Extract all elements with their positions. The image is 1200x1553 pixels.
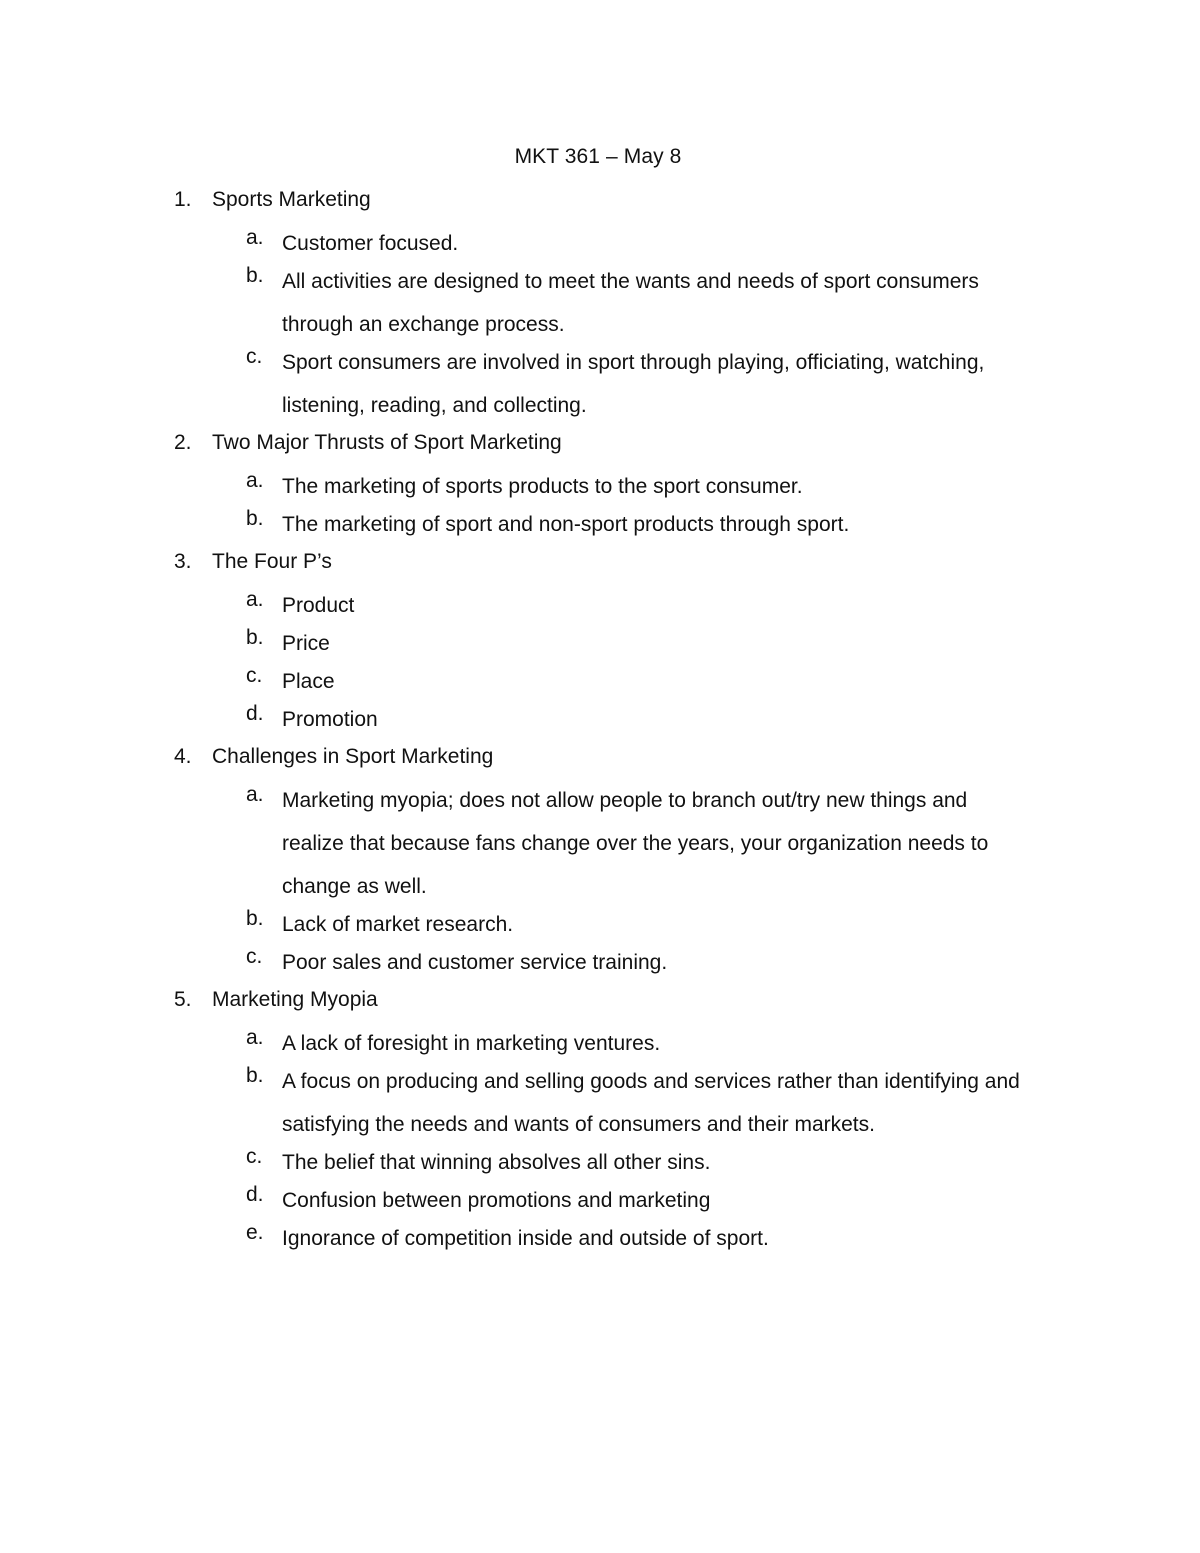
list-item-text: Ignorance of competition inside and outside of sport. [282, 1227, 769, 1250]
list-item-letter: c. [246, 945, 263, 968]
list-item-letter: b. [246, 907, 264, 930]
list-item-text: Promotion [282, 708, 378, 731]
list-item-text: A lack of foresight in marketing ventures. [282, 1032, 661, 1055]
list-item [0, 260, 1200, 346]
list-item [0, 941, 1200, 984]
list-item [0, 222, 1200, 265]
list-item [0, 1179, 1200, 1222]
list-item-text: Poor sales and customer service training. [282, 951, 668, 974]
section-heading [0, 546, 1200, 589]
list-item-letter: a. [246, 588, 264, 611]
section-title: Marketing Myopia [212, 988, 378, 1011]
list-item-text: The marketing of sports products to the sport consumer. [282, 475, 803, 498]
section-number: 4. [174, 745, 192, 768]
section-heading [0, 984, 1200, 1027]
list-item-text: Product [282, 594, 355, 617]
outline-section-5 [0, 984, 1200, 1260]
section-heading [0, 741, 1200, 784]
outline-section-1 [0, 184, 1200, 427]
list-item [0, 503, 1200, 546]
list-item [0, 465, 1200, 508]
list-item-letter: d. [246, 1183, 264, 1206]
list-item-letter: b. [246, 264, 264, 287]
list-item-letter: c. [246, 664, 263, 687]
list-item-letter: b. [246, 507, 264, 530]
list-item-letter: b. [246, 626, 264, 649]
document-title: MKT 361 – May 8 [514, 145, 682, 168]
list-item [0, 903, 1200, 946]
section-title: Two Major Thrusts of Sport Marketing [212, 431, 562, 454]
list-item-text: Price [282, 632, 330, 655]
list-item-text: The belief that winning absolves all other sins. [282, 1151, 711, 1174]
list-item-text: Marketing myopia; does not allow people to branch out/try new things and realize that because fans change over the years, your organization needs to change as well. [282, 789, 989, 898]
list-item-text: A focus on producing and selling goods and services rather than identifying and satisfying the needs and wants of consumers and their markets. [282, 1070, 1020, 1136]
list-item [0, 1022, 1200, 1065]
list-item-text: Customer focused. [282, 232, 459, 255]
list-item [0, 341, 1200, 427]
list-item [0, 698, 1200, 741]
list-item [0, 1217, 1200, 1260]
list-item-letter: a. [246, 469, 264, 492]
section-heading [0, 184, 1200, 227]
list-item-text: Confusion between promotions and marketing [282, 1189, 711, 1212]
list-item-letter: a. [246, 1026, 264, 1049]
list-item-text: The marketing of sport and non-sport products through sport. [282, 513, 850, 536]
list-item-text: Sport consumers are involved in sport through playing, officiating, watching, listening, reading, and collecting. [282, 351, 985, 417]
section-number: 2. [174, 431, 192, 454]
list-item-letter: a. [246, 226, 264, 249]
list-item [0, 1141, 1200, 1184]
section-title: Sports Marketing [212, 188, 371, 211]
section-number: 1. [174, 188, 192, 211]
list-item [0, 779, 1200, 908]
section-title: The Four P’s [212, 550, 332, 573]
section-number: 5. [174, 988, 192, 1011]
outline-section-2 [0, 427, 1200, 546]
list-item-letter: d. [246, 702, 264, 725]
list-item [0, 660, 1200, 703]
list-item-letter: c. [246, 1145, 263, 1168]
list-item [0, 622, 1200, 665]
list-item-letter: b. [246, 1064, 264, 1087]
list-item-text: Place [282, 670, 335, 693]
outline-list [0, 184, 1200, 1260]
section-heading [0, 427, 1200, 470]
list-item-text: Lack of market research. [282, 913, 514, 936]
list-item-letter: c. [246, 345, 263, 368]
list-item-letter: e. [246, 1221, 264, 1244]
list-item [0, 584, 1200, 627]
list-item-text: All activities are designed to meet the wants and needs of sport consumers through an exchange process. [282, 270, 979, 336]
list-item-letter: a. [246, 783, 264, 806]
section-number: 3. [174, 550, 192, 573]
section-title: Challenges in Sport Marketing [212, 745, 494, 768]
outline-section-3 [0, 546, 1200, 741]
outline-section-4 [0, 741, 1200, 984]
list-item [0, 1060, 1200, 1146]
